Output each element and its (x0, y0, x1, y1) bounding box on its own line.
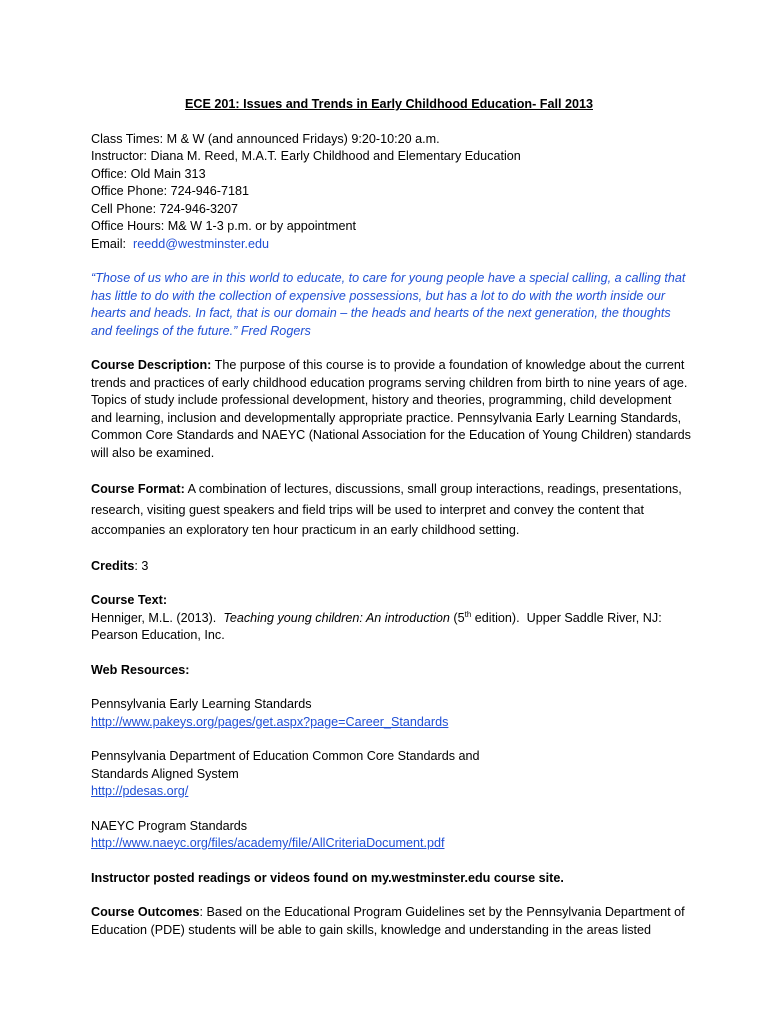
resource-name: NAEYC Program Standards (91, 818, 248, 833)
course-format-label: Course Format: (91, 482, 185, 496)
citation-sup: th (464, 609, 472, 619)
resource-name-cont: Standards Aligned System (91, 766, 239, 781)
course-info (91, 131, 691, 254)
email-link[interactable]: reedd@westminster.edu (133, 236, 269, 251)
course-text (91, 592, 691, 645)
credits (91, 558, 691, 576)
resource-name: Pennsylvania Early Learning Standards (91, 697, 312, 711)
posted-readings-text: Instructor posted readings or videos found on my.westminster.edu course site. (91, 870, 564, 885)
course-description-label: Course Description: (91, 358, 212, 372)
resource-link[interactable]: http://www.naeyc.org/files/academy/file/AllCriteriaDocument.pdf (91, 836, 445, 850)
citation-publisher-loc: edition). Upper Saddle River, NJ: (471, 610, 662, 625)
resource-link[interactable]: http://pdesas.org/ (91, 784, 189, 798)
textbook-citation (91, 610, 691, 628)
course-outcomes-label: Course Outcomes (91, 905, 200, 919)
course-text-label: Course Text: (91, 593, 168, 607)
office: Office: Old Main 313 (91, 166, 206, 181)
course-outcomes-text: : Based on the Educational Program Guidelines set by the Pennsylvania Department of Education (PDE) students will be able to gain skills, knowledge and understanding in the areas listed (91, 905, 685, 937)
resource-link[interactable]: http://www.pakeys.org/pages/get.aspx?page=Career_Standards (91, 714, 449, 729)
credits-label: Credits (91, 558, 135, 573)
book-title: Teaching young children: An introduction (223, 610, 450, 625)
web-resource (91, 818, 691, 853)
publisher: Pearson Education, Inc. (91, 628, 225, 642)
email-label: Email: (91, 236, 133, 251)
web-resource (91, 748, 691, 801)
fred-rogers-quote: “Those of us who are in this world to educate, to care for young people have a special calling, a calling that has little to do with the collection of expensive possessions, but has a lot to do with the worth inside our hearts and heads. In fact, that is our domain – the heads and hearts of the next generation, the thoughts and feelings of the future.” Fred Rogers (91, 271, 686, 338)
class-times: Class Times: M & W (and announced Fridays) 9:20-10:20 a.m. (91, 131, 440, 146)
web-resources-heading (91, 662, 691, 680)
web-resource (91, 696, 691, 731)
course-outcomes (91, 904, 691, 939)
resource-name: Pennsylvania Department of Education Common Core Standards and (91, 749, 480, 763)
course-format-text: A combination of lectures, discussions, small group interactions, readings, presentations, research, visiting guest speakers and field trips will be used to interpret and convey the content that accompanies an exploratory ten hour practicum in an early childhood setting. (91, 482, 682, 537)
syllabus-page (91, 96, 691, 939)
office-phone: Office Phone: 724-946-7181 (91, 184, 250, 198)
course-description-text: The purpose of this course is to provide a foundation of knowledge about the current trends and practices of early childhood education programs serving children from birth to nine years of age. Topics of study include professional development, history and theories, programming, child development and learning, inclusion and developmentally appropriate practice. Pennsylvania Early Learning Standards, Common Core Standards and NAEYC (National Association for the Education of Young Children) standards will also be examined. (91, 358, 691, 460)
office-hours: Office Hours: M& W 1-3 p.m. or by appointment (91, 219, 357, 233)
course-description (91, 357, 691, 462)
web-resources-label: Web Resources: (91, 662, 190, 677)
credits-value: : 3 (134, 558, 149, 573)
citation-edition: (5 (449, 610, 465, 625)
email-line (91, 236, 691, 254)
citation-author: Henniger, M.L. (2013). (91, 610, 224, 625)
cell-phone: Cell Phone: 724-946-3207 (91, 201, 239, 216)
instructor: Instructor: Diana M. Reed, M.A.T. Early Childhood and Elementary Education (91, 149, 521, 163)
posted-readings-note (91, 870, 691, 888)
course-title: ECE 201: Issues and Trends in Early Childhood Education- Fall 2013 (184, 97, 593, 111)
course-format (91, 479, 691, 541)
